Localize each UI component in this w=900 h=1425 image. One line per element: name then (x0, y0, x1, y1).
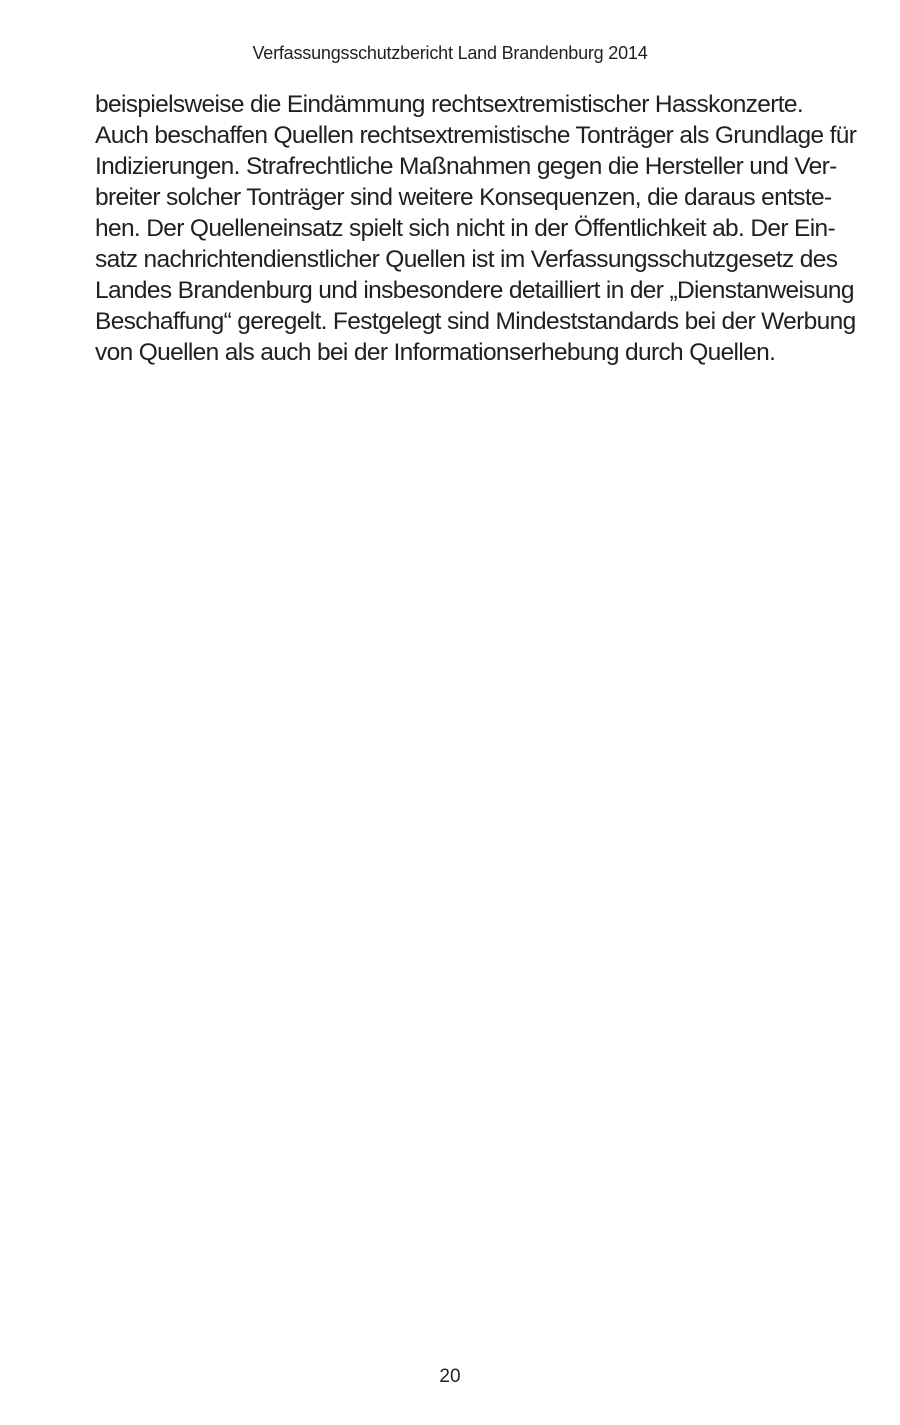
paragraph-line: hen. Der Quelleneinsatz spielt sich nicht in der Öffentlichkeit ab. Der Ein- (95, 215, 835, 242)
body-paragraph (95, 89, 857, 368)
paragraph-line: Beschaffung“ geregelt. Festgelegt sind Mindeststandards bei der Werbung (95, 308, 856, 335)
paragraph-line: Auch beschaffen Quellen rechtsextremistische Tonträger als Grundlage für (95, 122, 857, 149)
page-number: 20 (439, 1366, 461, 1387)
paragraph-line: beispielsweise die Eindämmung rechtsextremistischer Hasskonzerte. (95, 91, 804, 118)
paragraph-line: Landes Brandenburg und insbesondere detailliert in der „Dienstanweisung (95, 277, 854, 304)
paragraph-line: breiter solcher Tonträger sind weitere Konsequenzen, die daraus entste- (95, 184, 832, 211)
paragraph-line: Indizierungen. Strafrechtliche Maßnahmen gegen die Hersteller und Ver- (95, 153, 837, 180)
paragraph-line: satz nachrichtendienstlicher Quellen ist im Verfassungsschutzgesetz des (95, 246, 838, 273)
running-header: Verfassungsschutzbericht Land Brandenburg 2014 (252, 43, 648, 63)
paragraph-line: von Quellen als auch bei der Informationserhebung durch Quellen. (95, 339, 776, 366)
